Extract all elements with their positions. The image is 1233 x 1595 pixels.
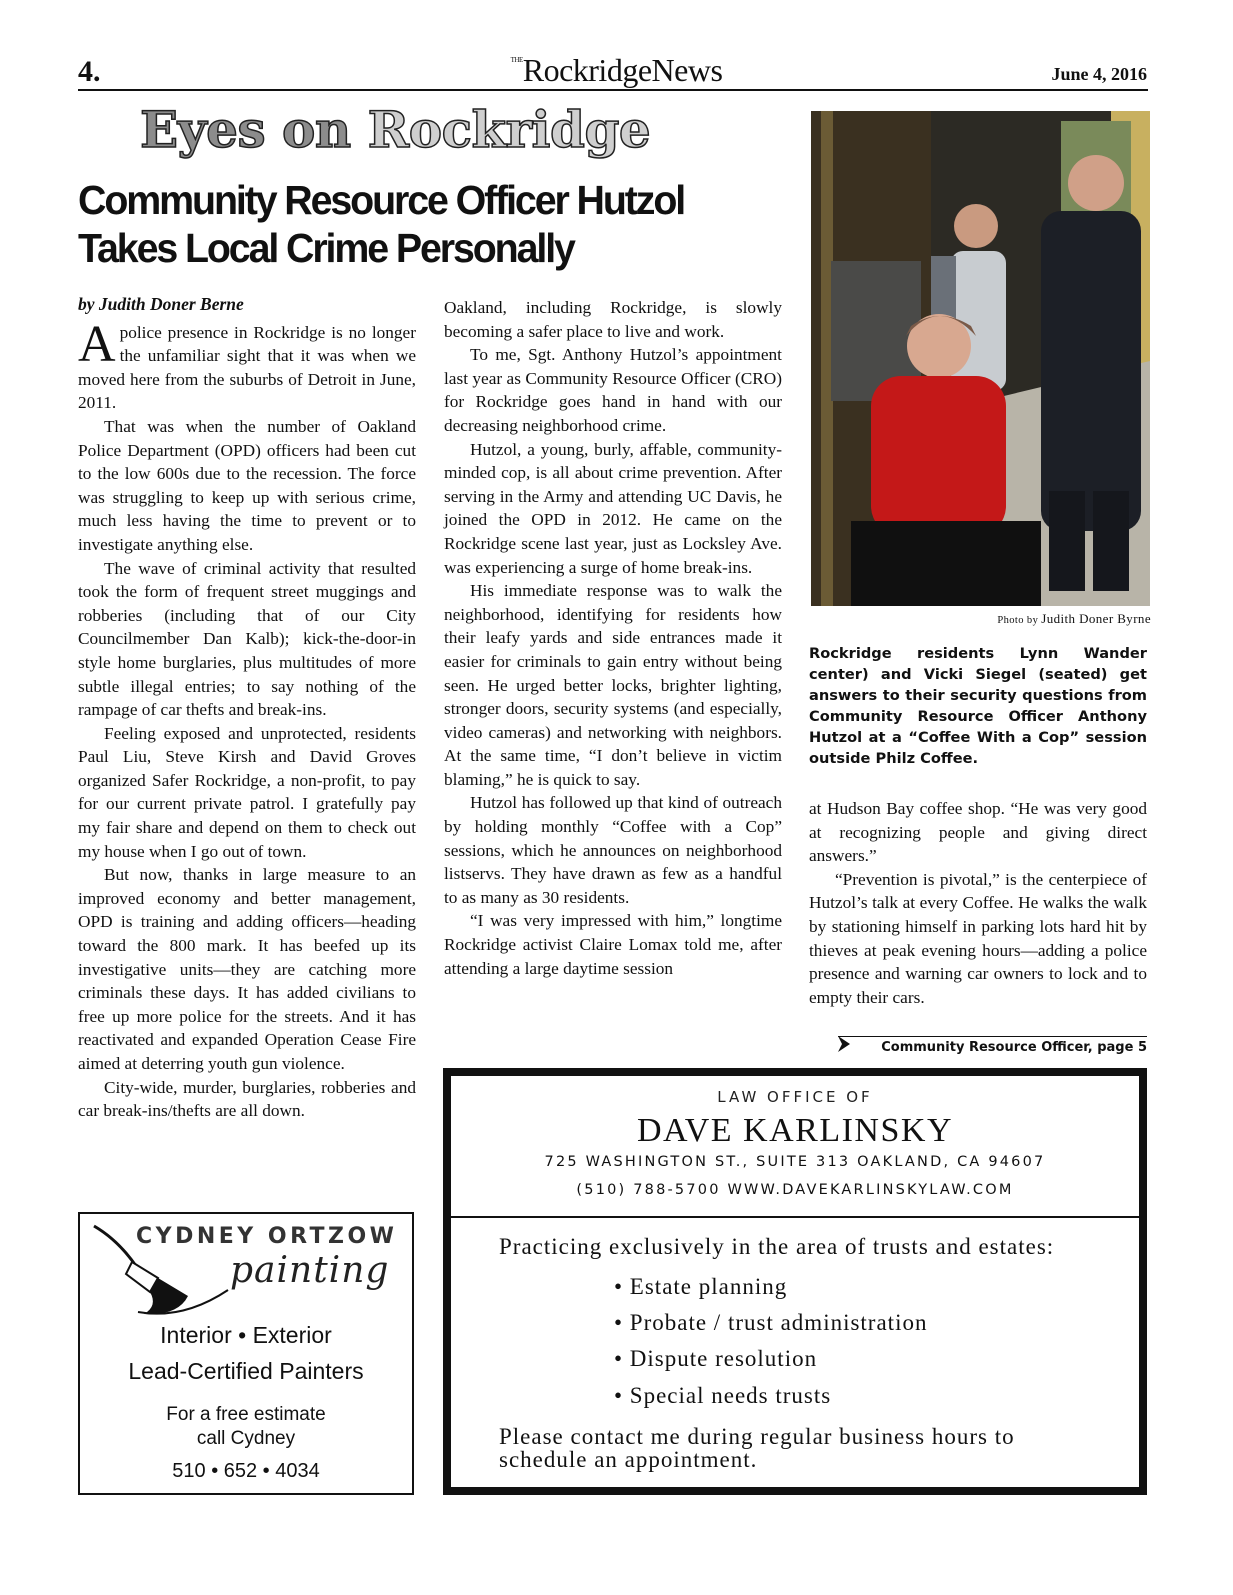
painter-estimate-text: For a free estimate	[166, 1404, 326, 1425]
photo-credit	[809, 611, 1151, 627]
masthead-title: RockridgeNews	[522, 52, 723, 88]
article-column-3	[809, 797, 1147, 1009]
banner-word-on: on	[282, 100, 351, 159]
masthead-the: THE	[510, 56, 523, 64]
article-paragraph: To me, Sgt. Anthony Hutzol’s appointment last year as Community Resource Officer (CRO) for Rockridge goes hand in hand with our decreasing neighborhood crime.	[444, 345, 782, 435]
law-service-item: • Estate planning	[614, 1274, 788, 1299]
article-column-1	[78, 293, 416, 1123]
drop-cap: A	[78, 315, 116, 373]
photo-illustration	[811, 111, 1150, 606]
article-paragraph: City-wide, murder, burglaries, robberies and car break-ins/thefts are all down.	[78, 1077, 416, 1121]
article-paragraph: at Hudson Bay coffee shop. “He was very good at recognizing people and giving direct answers.”	[809, 799, 1147, 866]
article-paragraph: The wave of criminal activity that resulted took the form of frequent street muggings and robberies (including that of our City Councilmember Dan Kalb); kick-the-door-in style home burglaries, plus multitudes of more subtle illegal entries; to say nothing of the rampage of car thefts and break-ins.	[78, 558, 416, 720]
painter-call-text: call Cydney	[196, 1428, 296, 1449]
article-paragraph: “I was very impressed with him,” longtime Rockridge activist Claire Lomax told me, after attending a large daytime session	[444, 911, 782, 978]
painter-script-logo: painting	[230, 1250, 390, 1291]
section-banner	[140, 100, 650, 160]
painter-services: Interior • Exterior	[160, 1322, 332, 1348]
header-rule	[78, 89, 1148, 91]
photo-caption: Rockridge residents Lynn Wander center) and Vicki Siegel (seated) get answers to their security questions from Community Resource Officer Anthony Hutzol at a “Coffee With a Cop” session outside Philz Coffee.	[809, 645, 1147, 767]
law-service-item: • Dispute resolution	[614, 1346, 818, 1371]
photo-credit-name: Judith Doner Byrne	[1041, 611, 1151, 626]
paragraph-text: police presence in Rockridge is no longer the unfamiliar sight that it was when we moved here from the suburbs of Detroit in June, 2011.	[78, 322, 416, 413]
banner-word-eyes: Eyes	[140, 100, 266, 159]
ad-painting	[78, 1212, 414, 1495]
painter-certification: Lead-Certified Painters	[128, 1358, 364, 1384]
masthead	[0, 52, 1233, 89]
article-paragraph: That was when the number of Oakland Police Department (OPD) officers had been cut to the low 600s due to the recession. The force was struggling to keep up with serious crime, much less having the time to prevent or to investigate anything else.	[78, 416, 416, 554]
law-office-header	[451, 1076, 1139, 1218]
photo-credit-prefix: Photo by	[997, 615, 1042, 626]
law-office-name: DAVE KARLINSKY	[637, 1112, 953, 1149]
issue-date: June 4, 2016	[1051, 64, 1147, 84]
banner-word-rockridge: Rockridge	[367, 100, 651, 159]
article-photo	[811, 111, 1150, 606]
law-practice-intro: Practicing exclusively in the area of trusts and estates:	[499, 1234, 1055, 1259]
article-paragraph: Hutzol has followed up that kind of outreach by holding monthly “Coffee with a Cop” sessions, which he announces on neighborhood listservs. They have drawn as few as a handful to as many as 30 residents.	[444, 793, 782, 907]
painter-name: CYDNEY ORTZOW	[136, 1224, 398, 1249]
law-service-item: • Special needs trusts	[614, 1383, 832, 1408]
article-paragraph: Hutzol, a young, burly, affable, community-minded cop, is all about crime prevention. After serving in the Army and attending UC Davis, he joined the OPD in 2012. He came on the Rockridge scene last year, just as Locksley Ave. was experiencing a surge of home break-ins.	[444, 439, 782, 577]
article-headline: Community Resource Officer Hutzol Takes Local Crime Personally	[78, 177, 685, 271]
ad-law-office	[443, 1068, 1147, 1495]
article-paragraph	[78, 315, 416, 415]
article-paragraph: Feeling exposed and unprotected, residents Paul Liu, Steve Kirsh and David Groves organized Safer Rockridge, a non-profit, to pay for our current private patrol. I gratefully pay my fair share and depend on them to check out my house when I go out of town.	[78, 723, 416, 861]
page-number: 4.	[78, 55, 101, 88]
continued-link[interactable]: Community Resource Officer, page 5	[838, 1036, 1147, 1055]
law-closing-text: Please contact me during regular business hours to schedule an appointment.	[499, 1424, 1015, 1472]
article-paragraph: But now, thanks in large measure to an improved economy and better management, OPD is training and adding officers—heading toward the 800 mark. It has beefed up its investigative units—they are catching more criminals these days. It has added civilians to free up more police for the streets. And it has reactivated and expanded Operation Cease Fire aimed at deterring youth gun violence.	[78, 865, 416, 1073]
law-office-contact: (510) 788-5700 WWW.DAVEKARLINSKYLAW.COM	[576, 1182, 1014, 1198]
article-paragraph: His immediate response was to walk the neighborhood, identifying for residents how their leafy yards and side entrances made it easier for criminals to gain entry without being seen. He urged better locks, brighter lighting, stronger doors, security systems (and especially, video cameras) and networking with neighbors. At the same time, “I don’t believe in victim blaming,” he is quick to say.	[444, 581, 782, 789]
law-office-address: 725 WASHINGTON ST., SUITE 313 OAKLAND, CA 94607	[544, 1154, 1046, 1170]
article-column-2	[444, 296, 782, 980]
painter-phone: 510 • 652 • 4034	[172, 1460, 320, 1482]
law-office-label: LAW OFFICE OF	[717, 1088, 873, 1106]
byline: by Judith Doner Berne	[78, 294, 244, 314]
law-service-item: • Probate / trust administration	[614, 1310, 928, 1335]
article-paragraph: “Prevention is pivotal,” is the centerpiece of Hutzol’s talk at every Coffee. He walks the walk by stationing himself in parking lots hard hit by thieves at peak evening hours—adding a police presence and warning car owners to lock and to empty their cars.	[809, 869, 1147, 1007]
article-paragraph: Oakland, including Rockridge, is slowly becoming a safer place to live and work.	[444, 298, 782, 341]
